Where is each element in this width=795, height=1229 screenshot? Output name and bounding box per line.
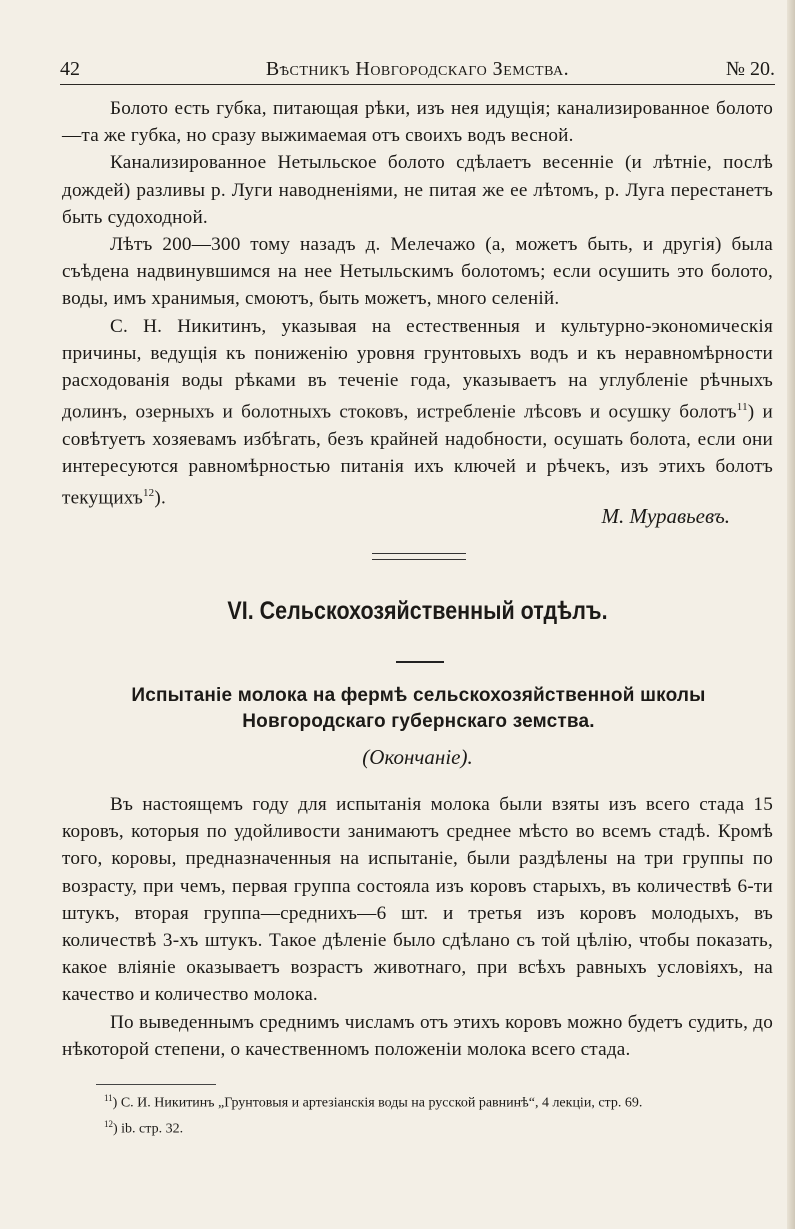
page-edge xyxy=(787,0,795,1229)
continuation-note: (Окончаніе). xyxy=(362,745,473,769)
footnote-mark: 12 xyxy=(104,1118,113,1129)
page-number: 42 xyxy=(60,58,80,80)
footnote-text: С. И. Никитинъ „Грунтовыя и артезіанскія воды на русской равнинѣ“, 4 лекціи, стр. 69. xyxy=(120,1095,643,1111)
paragraph: По выведеннымъ среднимъ числамъ отъ этихъ коровъ можно будетъ судить, до нѣкоторой степени, о качественномъ положеніи молока всего стада. xyxy=(62,1011,773,1060)
footnote-ref: 11 xyxy=(736,401,748,414)
paragraph: Канализированное Нетыльское болото сдѣлаетъ весенніе (и лѣтніе, послѣ дождей) разливы р. Луги наводненіями, не питая же ее лѣтомъ, р. Луга перестанетъ быть судоходной. xyxy=(62,152,773,228)
footnotes xyxy=(104,1088,774,1139)
article-body-top xyxy=(62,95,773,512)
footnote-ref: 12 xyxy=(142,487,155,500)
paragraph-text: ) и совѣтуетъ хозяевамъ избѣгать, безъ крайней надобности, осушать болота, если они интересуются равномѣрностью питанія ихъ ключей и рѣчекъ, изъ этихъ болотъ текущихъ xyxy=(62,401,773,509)
footnote: $^{11}$) С. И. Никитинъ „Грунтовыя и артезіанскія воды на русской равнинѣ“, 4 лекціи, стр. 69. xyxy=(104,1093,643,1111)
paragraph: Въ настоящемъ году для испытанія молока были взяты изъ всего стада 15 коровъ, которыя по удойливости занимаютъ среднее мѣсто во всемъ стадѣ. Кромѣ того, коровы, предназначенныя на испытаніе, были раздѣлены на три группы по возрасту, при чемъ, первая группа состояла изъ коровъ старыхъ, въ количествѣ 6-ти штукъ, вторая группа—среднихъ—6 шт. и третья изъ коровъ молодыхъ, въ количествѣ 3-хъ штукъ. Такое дѣленіе было сдѣлано съ той цѣлію, чтобы показать, какое вліяніе оказываетъ возрастъ животнаго, при всѣхъ равныхъ условіяхъ, на качество и количество молока. xyxy=(62,794,773,1006)
heading-rule xyxy=(396,661,444,663)
paragraph-text: ). xyxy=(154,487,166,509)
paragraph-text: С. Н. Никитинъ, указывая на естественныя и культурно-экономическія причины, ведущія къ пониженію уровня грунтовыхъ водъ и къ неравномѣрности расходованія воды рѣками въ теченіе года, указываетъ на углубленіе рѣчныхъ долинъ, озерныхъ и болотныхъ стоковъ, истребленіе лѣсовъ и осушку болотъ xyxy=(62,315,773,423)
paragraph: Лѣтъ 200—300 тому назадъ д. Мелечажо (а, можетъ быть, и другія) была съѣдена надвинувшимся на нее Нетыльскимъ болотомъ; если осушить это болото, воды, имъ хранимыя, смоютъ, быть можетъ, много селеній. xyxy=(62,234,773,310)
journal-title: Вѣстникъ Новгородскаго Земства. xyxy=(265,58,570,80)
footnote: $^{12}$) ib. стр. 32. xyxy=(104,1118,184,1137)
author-signature: М. Муравьевъ. xyxy=(601,504,730,528)
section-divider xyxy=(372,553,466,560)
running-header xyxy=(60,54,775,84)
header-rule xyxy=(60,84,775,85)
article-title: Испытаніе молока на фермѣ сельскохозяйственной школы Новгородскаго губернскаго земства. xyxy=(131,685,706,732)
section-heading: VI. Сельскохозяйственный отдѣлъ. xyxy=(227,597,608,625)
issue-number: № 20. xyxy=(725,58,775,80)
footnote-text: ib. стр. 32. xyxy=(121,1121,184,1137)
footnote-rule xyxy=(96,1084,216,1085)
paragraph xyxy=(62,313,773,512)
footnote-mark: 11 xyxy=(104,1093,113,1103)
article-body xyxy=(62,791,773,1063)
paragraph: Болото есть губка, питающая рѣки, изъ нея идущія; канализированное болото—та же губка, но сразу выжимаемая отъ своихъ водъ весной. xyxy=(62,98,773,147)
